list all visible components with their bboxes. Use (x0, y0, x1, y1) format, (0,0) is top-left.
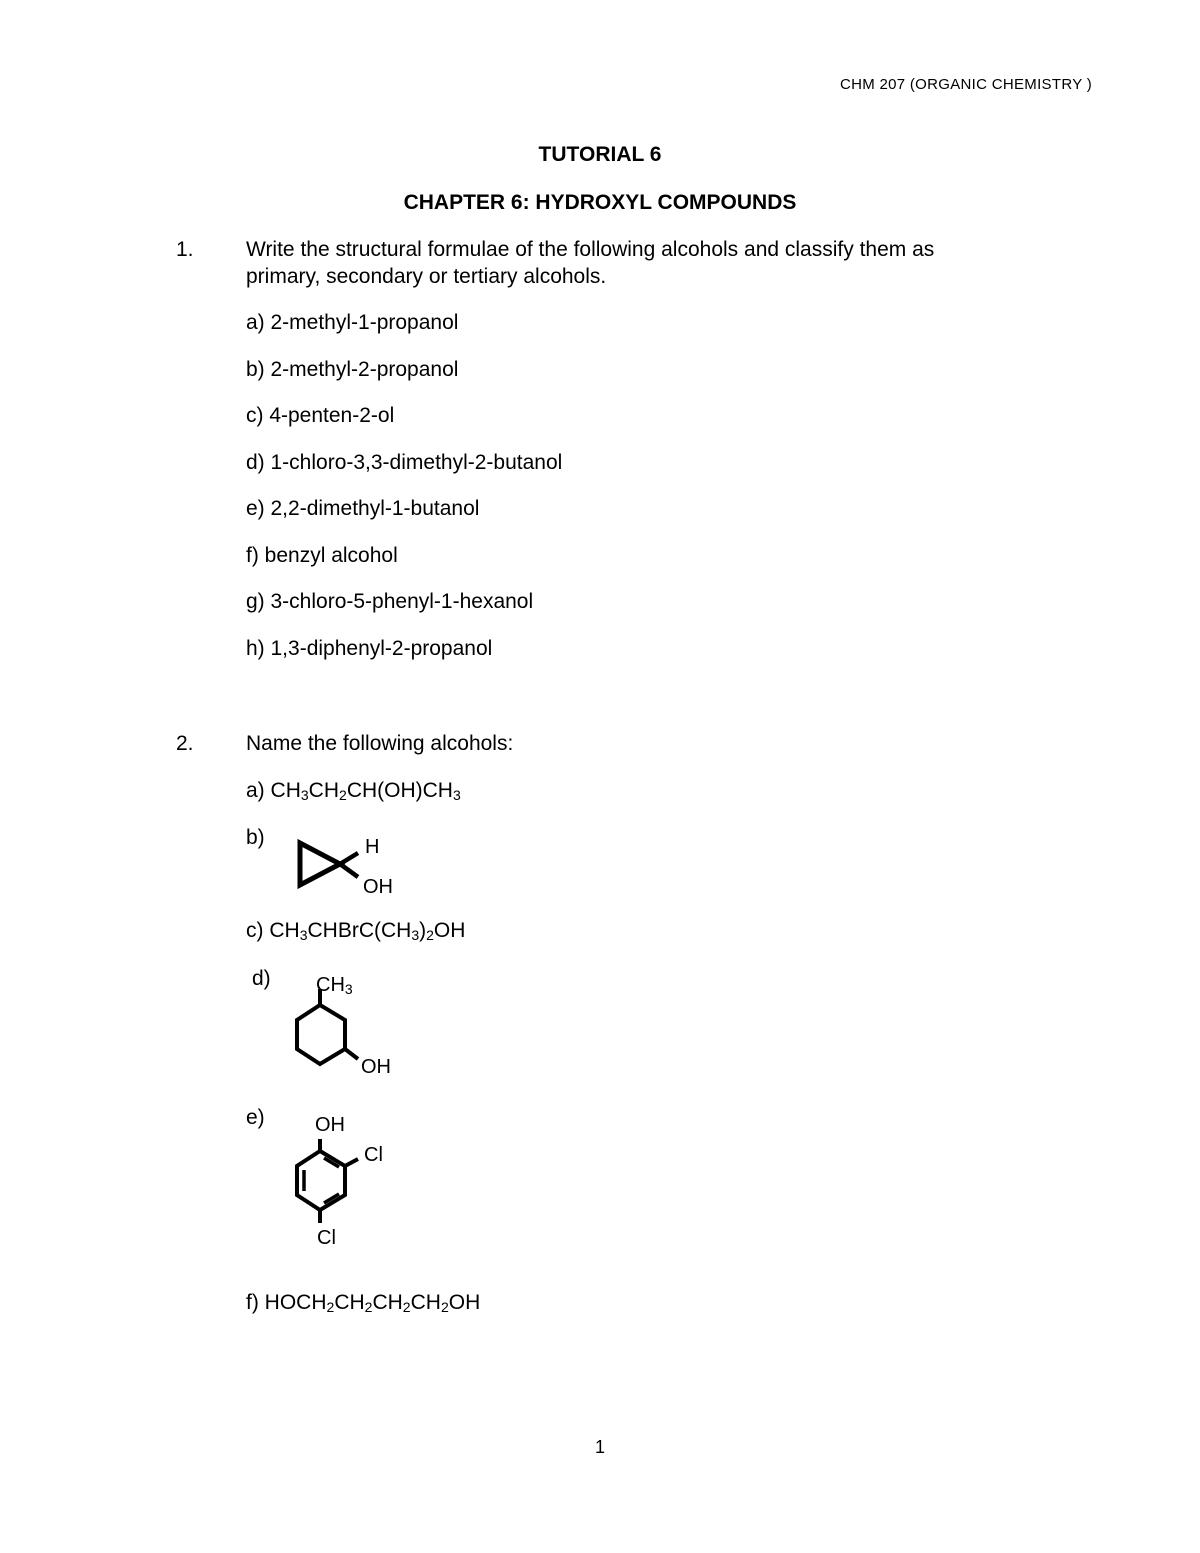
q2-a-label: a) (246, 779, 265, 802)
question-1-text-line1: Write the structural formulae of the following alcohols and classify them as (246, 238, 935, 261)
tutorial-title: TUTORIAL 6 (538, 143, 662, 166)
question-2-text: Name the following alcohols: (246, 732, 514, 755)
q1-item-g: g) 3-chloro-5-phenyl-1-hexanol (246, 590, 534, 613)
q2-item-a (246, 778, 461, 804)
q2-c-formula: $CH_3CHBrC(CH_3)_2OH$ (269, 919, 466, 943)
chapter-title: CHAPTER 6: HYDROXYL COMPOUNDS (403, 191, 797, 214)
q1-item-h: h) 1,3-diphenyl-2-propanol (246, 637, 493, 660)
q2-item-c (246, 918, 465, 944)
q1-item-b: b) 2-methyl-2-propanol (246, 358, 459, 381)
q1-item-a: a) 2-methyl-1-propanol (246, 311, 459, 334)
q2-e-cl-bottom-label: Cl (317, 1227, 336, 1249)
q2-d-label: d) (252, 967, 271, 990)
question-1-text-line2: primary, secondary or tertiary alcohols. (246, 265, 607, 288)
question-2-number: 2. (176, 732, 194, 755)
q2-c-label: c) (246, 919, 264, 942)
cyclopropanol-structure (290, 835, 370, 895)
q2-d-oh-label: OH (361, 1056, 391, 1078)
q2-b-oh-label: OH (363, 876, 393, 898)
q2-b-label: b) (246, 826, 265, 849)
q2-e-cl-top-label: Cl (364, 1144, 383, 1166)
course-header: CHM 207 (ORGANIC CHEMISTRY ) (839, 76, 1092, 93)
q2-f-label: f) (246, 1291, 259, 1314)
q1-item-e: e) 2,2-dimethyl-1-butanol (246, 497, 480, 520)
dichlorophenol-structure (290, 1135, 370, 1235)
q1-item-f: f) benzyl alcohol (246, 544, 398, 567)
page-number: 1 (594, 1437, 605, 1457)
q2-item-f (246, 1290, 480, 1316)
methylcyclohexanol-structure (290, 985, 360, 1075)
q2-b-h-label: H (365, 836, 380, 858)
q1-item-d: d) 1-chloro-3,3-dimethyl-2-butanol (246, 451, 563, 474)
q2-e-label: e) (246, 1106, 265, 1129)
q1-item-c: c) 4-penten-2-ol (246, 404, 395, 427)
q2-f-formula: $HOCH_2CH_2CH_2CH_2OH$ (264, 1291, 481, 1315)
q2-d-ch3-label: $CH_3$ (316, 974, 353, 997)
q2-a-formula: $CH_3CH_2CH(OH)CH_3$ (270, 779, 461, 803)
q2-e-oh-label: OH (315, 1114, 345, 1136)
question-1-number: 1. (176, 238, 194, 261)
